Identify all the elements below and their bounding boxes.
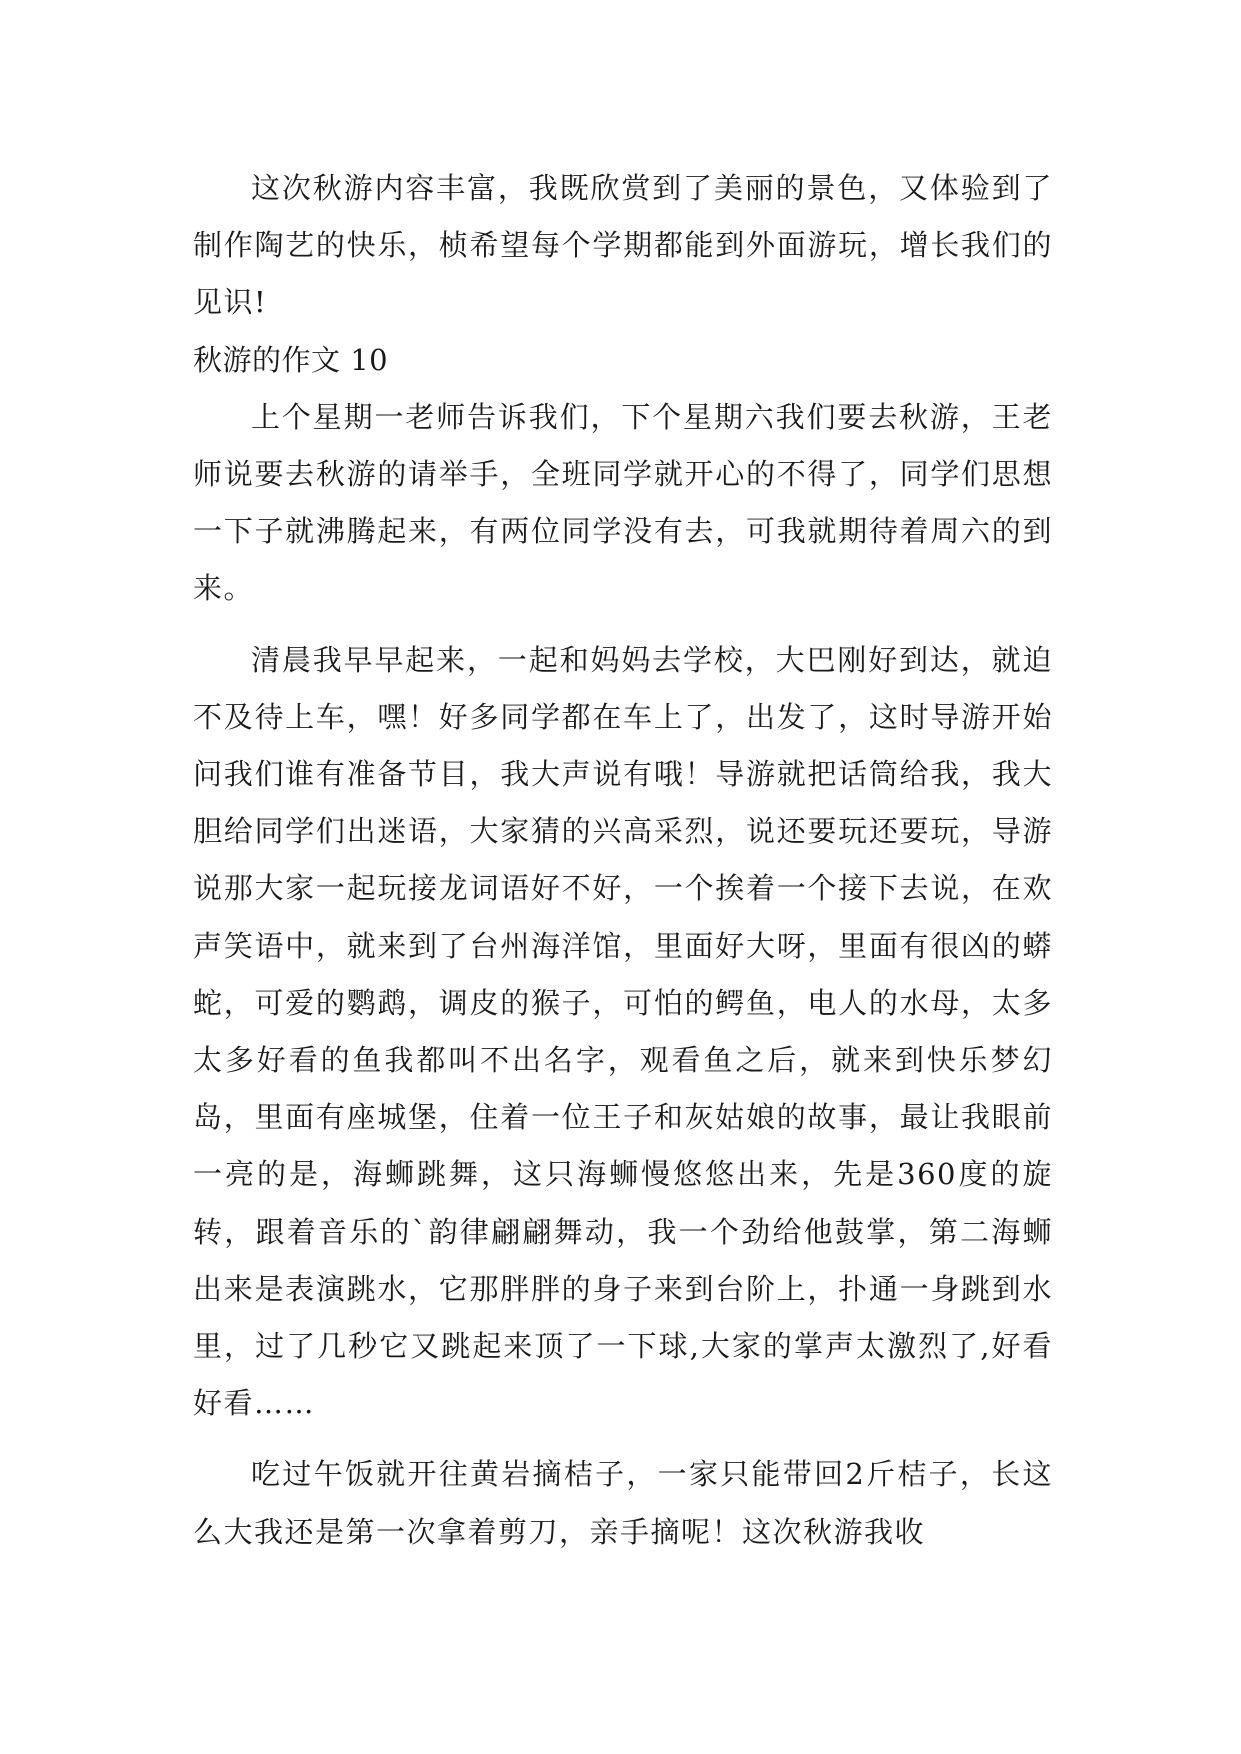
paragraph-closing: 这次秋游内容丰富，我既欣赏到了美丽的景色，又体验到了制作陶艺的快乐，桢希望每个学期都能到外面游玩，增长我们的见识! xyxy=(193,171,1053,320)
paragraph-gap xyxy=(193,618,1053,632)
document-body xyxy=(193,160,1053,1561)
essay-heading: 秋游的作文 10 xyxy=(193,342,389,377)
paragraph-gap xyxy=(193,1432,1053,1446)
paragraph-intro: 上个星期一老师告诉我们，下个星期六我们要去秋游，王老师说要去秋游的请举手，全班同学就开心的不得了，同学们思想一下子就沸腾起来，有两位同学没有去，可我就期待着周六的到来。 xyxy=(193,399,1053,606)
paragraph-trip: 清晨我早早起来，一起和妈妈去学校，大巴刚好到达，就迫不及待上车，嘿！好多同学都在车上了，出发了，这时导游开始问我们谁有准备节目，我大声说有哦！导游就把话筒给我，我大胆给同学们出迷语，大家猜的兴高采烈，说还要玩还要玩，导游说那大家一起玩接龙词语好不好，一个挨着一个接下去说，在欢声笑语中，就来到了台州海洋馆，里面好大呀，里面有很凶的蟒蛇，可爱的鹦鹉，调皮的猴子，可怕的鳄鱼，电人的水母，太多太多好看的鱼我都叫不出名字，观看鱼之后，就来到快乐梦幻岛，里面有座城堡，住着一位王子和灰姑娘的故事，最让我眼前一亮的是，海蛳跳舞，这只海蛳慢悠悠出来，先是360度的旋转，跟着音乐的`韵律翩翩舞动，我一个劲给他鼓掌，第二海蛳出来是表演跳水，它那胖胖的身子来到台阶上，扑通一身跳到水里，过了几秒它又跳起来顶了一下球,大家的掌声太激烈了,好看好看…… xyxy=(193,642,1053,1421)
paragraph-oranges: 吃过午饭就开往黄岩摘桔子，一家只能带回2斤桔子，长这么大我还是第一次拿着剪刀，亲手摘呢！这次秋游我收 xyxy=(193,1457,1053,1549)
